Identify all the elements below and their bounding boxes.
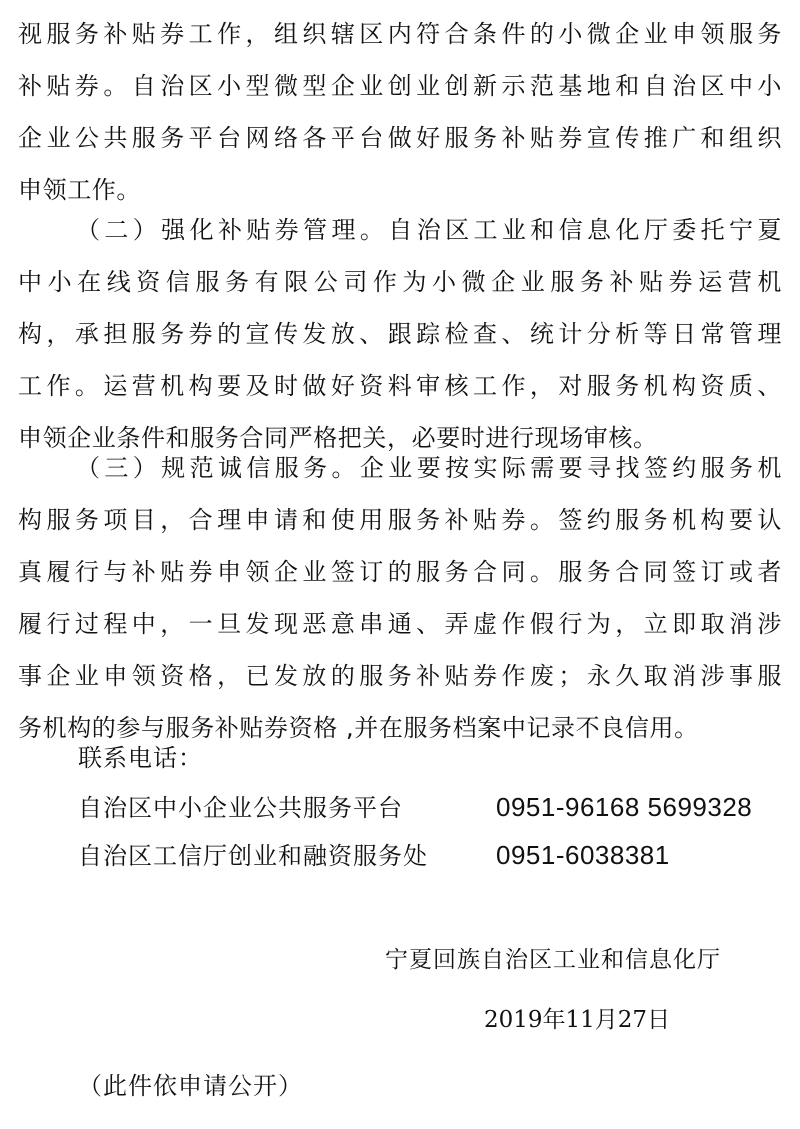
paragraph-subsidy-management [18, 204, 782, 464]
contact-organization: 自治区中小企业公共服务平台 [78, 794, 403, 822]
contact-row [78, 835, 670, 876]
contact-phone: 0951-96168 5699328 [496, 792, 753, 822]
text-line: 履行过程中，一旦发现恶意串通、弄虚作假行为，立即取消涉 [18, 610, 782, 638]
text-line: （二）强化补贴券管理。自治区工业和信息化厅委托宁夏 [76, 216, 782, 244]
paragraph-continuation [18, 8, 782, 216]
contact-phone: 0951-6038381 [496, 840, 670, 870]
text-line: 构服务项目，合理申请和使用服务补贴券。签约服务机构要认 [18, 506, 782, 534]
contact-row [78, 787, 752, 828]
text-line: 真履行与补贴券申领企业签订的服务合同。服务合同签订或者 [18, 558, 782, 586]
text-line: 企业公共服务平台网络各平台做好服务补贴券宣传推广和组织 [18, 124, 782, 152]
text-line: 工作。运营机构要及时做好资料审核工作，对服务机构资质、 [18, 372, 782, 400]
contact-heading: 联系电话： [78, 744, 203, 772]
text-line: 申领工作。 [18, 176, 141, 204]
text-line: 事企业申领资格，已发放的服务补贴券作废；永久取消涉事服 [18, 662, 782, 690]
text-line: （三）规范诚信服务。企业要按实际需要寻找签约服务机 [76, 454, 782, 482]
paragraph-integrity-service [18, 442, 782, 754]
contact-organization: 自治区工信厅创业和融资服务处 [78, 842, 428, 870]
issue-date: 2019年11月27日 [484, 1007, 671, 1033]
text-line: 补贴券。自治区小型微型企业创业创新示范基地和自治区中小 [18, 72, 782, 100]
text-line: 申领企业条件和服务合同严格把关，必要时进行现场审核。 [18, 424, 658, 452]
text-line: 中小在线资信服务有限公司作为小微企业服务补贴券运营机 [18, 268, 782, 296]
text-line: 视服务补贴券工作，组织辖区内符合条件的小微企业申领服务 [18, 20, 782, 48]
disclosure-note: （此件依申请公开） [78, 1072, 303, 1100]
text-line: 构，承担服务券的宣传发放、跟踪检查、统计分析等日常管理 [18, 320, 782, 348]
issuing-authority: 宁夏回族自治区工业和信息化厅 [385, 947, 721, 973]
text-line: 务机构的参与服务补贴券资格 ,并在服务档案中记录不良信用。 [18, 714, 699, 742]
